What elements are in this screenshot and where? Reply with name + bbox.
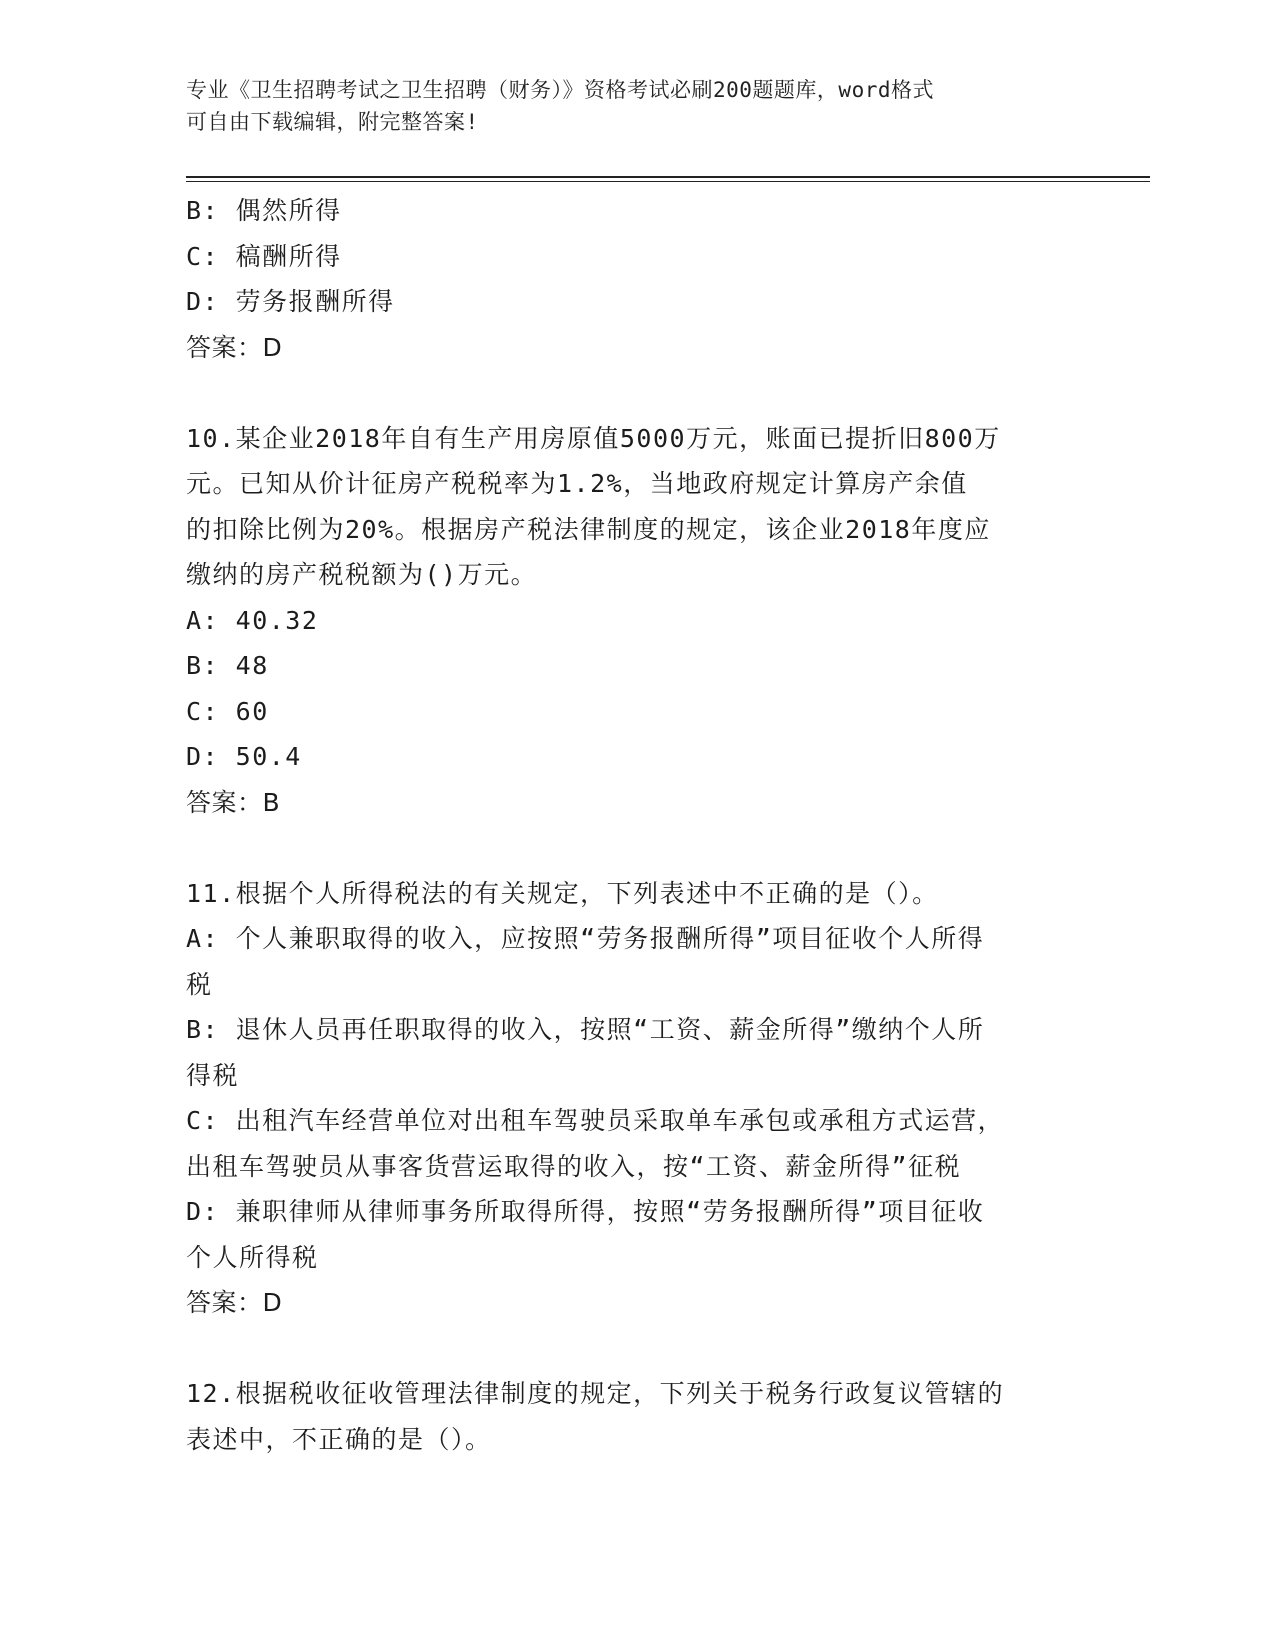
q9-option-c: C: 稿酬所得 [186, 241, 342, 271]
question-12 [186, 1371, 1086, 1462]
q9-option-b: B: 偶然所得 [186, 196, 342, 225]
q11-option-d-line-1: D: 兼职律师从律师事务所取得所得，按照“劳务报酬所得”项目征收 [186, 1197, 985, 1226]
q9-option-d: D: 劳务报酬所得 [186, 287, 395, 316]
q11-option-c-line-1: C: 出租汽车经营单位对出租车驾驶员采取单车承包或承租方式运营， [186, 1106, 1005, 1135]
question-10 [186, 416, 1086, 826]
q11-option-a-line-1: A: 个人兼职取得的收入，应按照“劳务报酬所得”项目征收个人所得 [186, 924, 985, 953]
q11-stem: 11.根据个人所得税法的有关规定，下列表述中不正确的是（）。 [186, 878, 939, 908]
q10-stem-line-3: 的扣除比例为20%。根据房产税法律制度的规定，该企业2018年度应 [186, 514, 991, 544]
header-title-line-2: 可自由下载编辑，附完整答案! [186, 110, 479, 134]
spacer [186, 1326, 1086, 1372]
q11-option-c-line-2: 出租车驾驶员从事客货营运取得的收入，按“工资、薪金所得”征税 [186, 1151, 962, 1181]
q10-option-d: D: 50.4 [186, 742, 302, 771]
spacer [186, 825, 1086, 871]
q12-stem-line-1: 12.根据税收征收管理法律制度的规定，下列关于税务行政复议管辖的 [186, 1379, 1005, 1408]
spacer [186, 370, 1086, 416]
header-title-line-1: 专业《卫生招聘考试之卫生招聘（财务）》资格考试必刷200题题库，word格式 [186, 78, 934, 102]
q10-stem-line-1: 10.某企业2018年自有生产用房原值5000万元，账面已提折旧800万 [186, 423, 1001, 453]
q11-option-d-line-2: 个人所得税 [186, 1242, 319, 1272]
question-9-tail [186, 188, 1086, 370]
q12-stem-line-2: 表述中，不正确的是（）。 [186, 1424, 492, 1454]
q10-answer: 答案：B [186, 787, 281, 817]
page-header [186, 74, 1086, 138]
q11-option-b-line-1: B: 退休人员再任职取得的收入，按照“工资、薪金所得”缴纳个人所 [186, 1015, 985, 1044]
question-11 [186, 871, 1086, 1326]
header-divider-thick [186, 176, 1150, 178]
q10-stem-line-2: 元。已知从价计征房产税税率为1.2%，当地政府规定计算房产余值 [186, 469, 968, 498]
question-content [186, 188, 1086, 1462]
q10-option-c: C: 60 [186, 696, 269, 726]
q11-answer: 答案：D [186, 1288, 283, 1317]
q9-answer: 答案：D [186, 332, 283, 362]
q11-option-a-line-2: 税 [186, 969, 213, 999]
q10-option-b: B: 48 [186, 651, 269, 680]
header-divider-thin [186, 181, 1150, 182]
q10-stem-line-4: 缴纳的房产税税额为()万元。 [186, 560, 538, 589]
q11-option-b-line-2: 得税 [186, 1060, 240, 1090]
q10-option-a: A: 40.32 [186, 605, 319, 635]
